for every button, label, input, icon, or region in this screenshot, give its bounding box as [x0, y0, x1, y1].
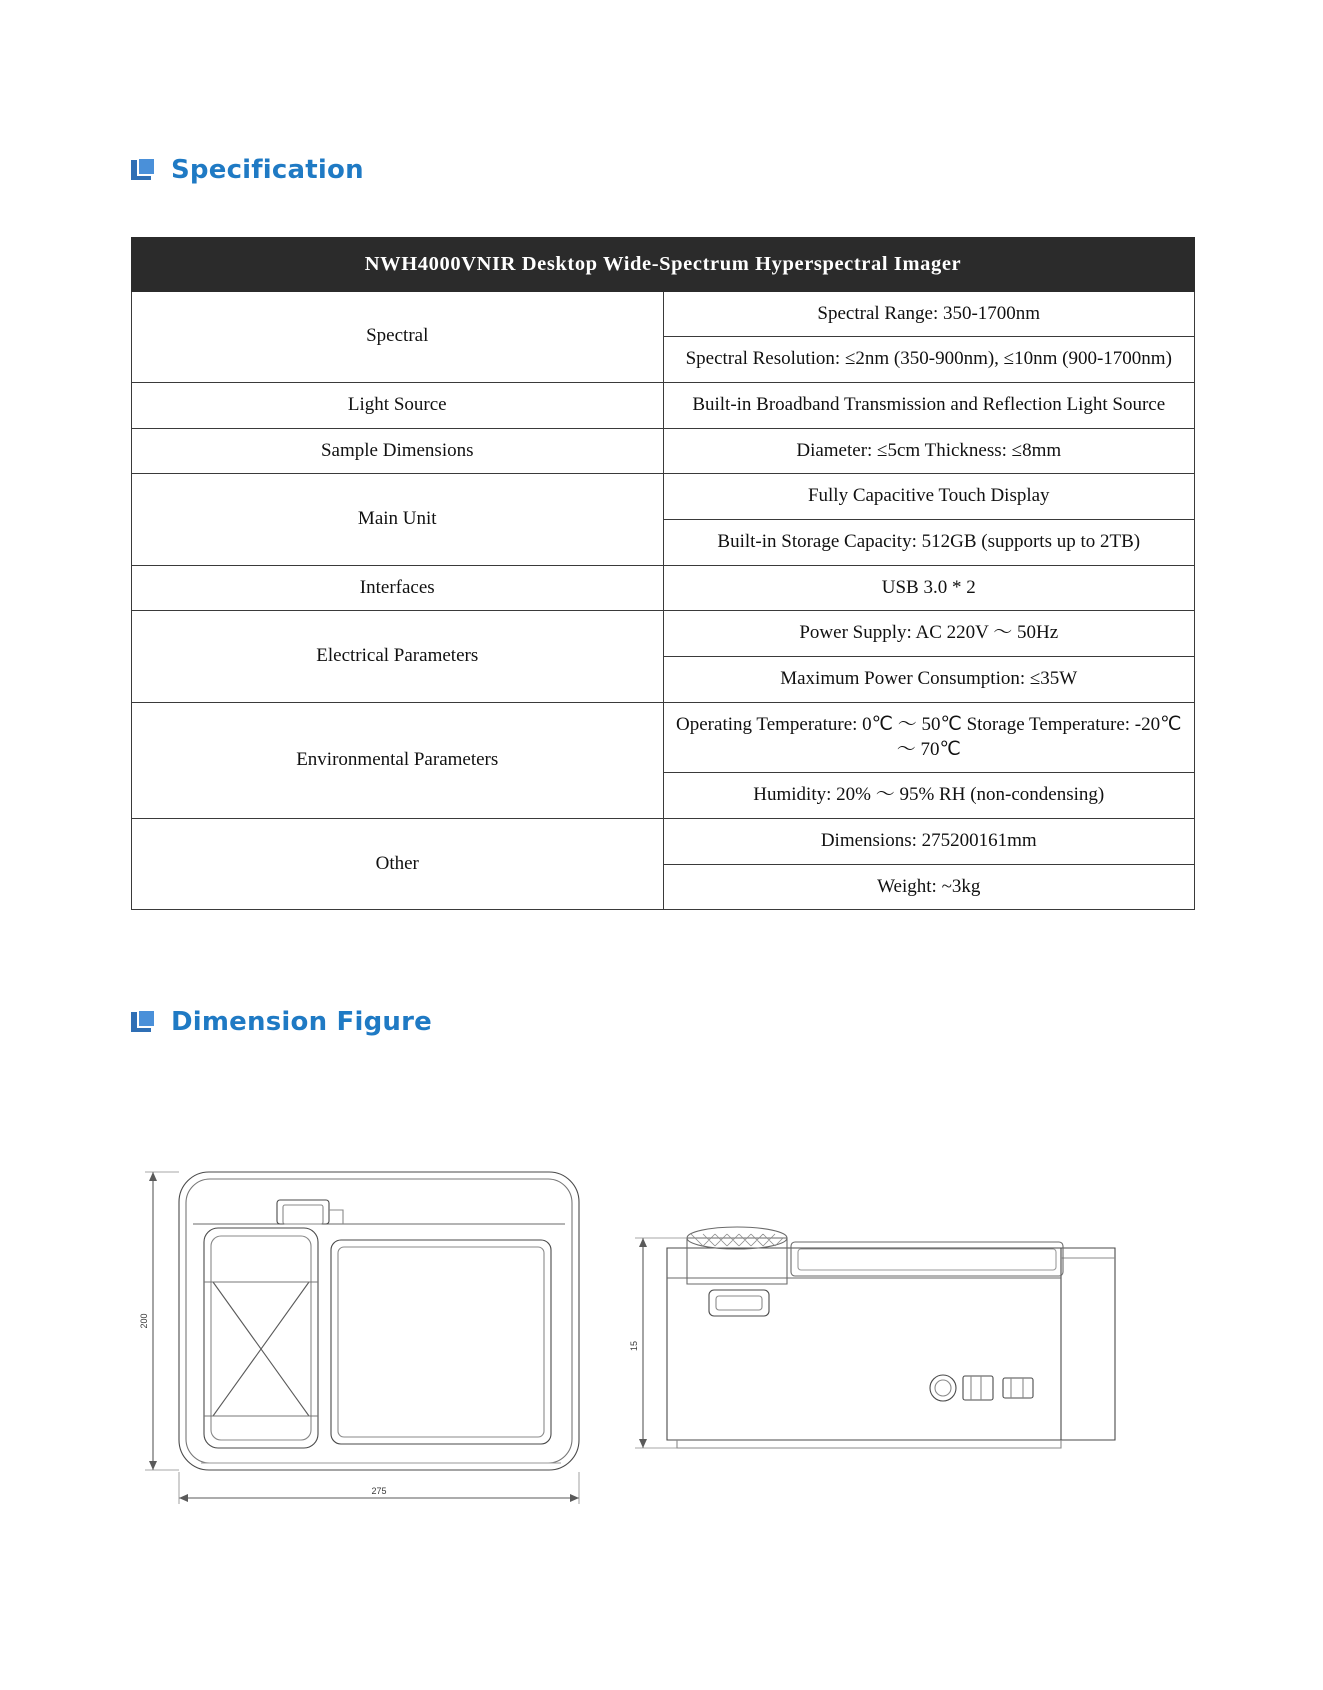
side-view-height-dimension: [635, 1238, 687, 1448]
front-view-height-label: 200: [139, 1313, 149, 1329]
front-view-width-label: 275: [371, 1486, 387, 1496]
row-value-sample-dimensions: Diameter: ≤5cm Thickness: ≤8mm: [663, 428, 1195, 474]
table-row: [132, 291, 1195, 337]
row-value-dimensions: Dimensions: 275200161mm: [663, 818, 1195, 864]
square-stack-icon: [131, 157, 157, 183]
row-value-temperature: Operating Temperature: 0℃ ～ 50℃ Storage Temperature: -20℃ ～ 70℃: [663, 702, 1195, 772]
table-row: [132, 428, 1195, 474]
row-value-spectral-range: Spectral Range: 350-1700nm: [663, 291, 1195, 337]
table-row: [132, 565, 1195, 611]
table-row: [132, 474, 1195, 520]
row-value-power-supply: Power Supply: AC 220V ～ 50Hz: [663, 611, 1195, 657]
row-value-humidity: Humidity: 20% ～ 95% RH (non-condensing): [663, 773, 1195, 819]
row-value-touch-display: Fully Capacitive Touch Display: [663, 474, 1195, 520]
dimension-section-heading: [131, 1007, 432, 1037]
row-label-electrical-parameters: Electrical Parameters: [132, 611, 664, 702]
row-label-other: Other: [132, 818, 664, 909]
row-value-light-source: Built-in Broadband Transmission and Reflection Light Source: [663, 383, 1195, 429]
row-label-spectral: Spectral: [132, 291, 664, 382]
table-title: NWH4000VNIR Desktop Wide-Spectrum Hyperspectral Imager: [132, 238, 1195, 292]
side-view-connectors: [930, 1375, 1033, 1401]
row-value-spectral-resolution: Spectral Resolution: ≤2nm (350-900nm), ≤10nm (900-1700nm): [663, 337, 1195, 383]
row-label-sample-dimensions: Sample Dimensions: [132, 428, 664, 474]
front-view-drawing: [179, 1172, 579, 1470]
row-value-interfaces: USB 3.0 * 2: [663, 565, 1195, 611]
row-label-interfaces: Interfaces: [132, 565, 664, 611]
section-title-specification: Specification: [171, 155, 364, 185]
side-view-drawing: [667, 1227, 1115, 1448]
front-view-height-dimension: [145, 1172, 179, 1470]
side-view-height-label: 15: [629, 1340, 639, 1352]
table-row: [132, 702, 1195, 772]
square-stack-icon: [131, 1009, 157, 1035]
table-row: [132, 383, 1195, 429]
table-title-row: [132, 238, 1195, 292]
row-label-environmental-parameters: Environmental Parameters: [132, 702, 664, 818]
row-value-storage-capacity: Built-in Storage Capacity: 512GB (supports up to 2TB): [663, 520, 1195, 566]
dimension-drawings-svg: [131, 1150, 1195, 1520]
row-label-main-unit: Main Unit: [132, 474, 664, 565]
row-value-weight: Weight: ~3kg: [663, 864, 1195, 910]
section-title-dimension-figure: Dimension Figure: [171, 1007, 432, 1037]
table-row: [132, 818, 1195, 864]
row-label-light-source: Light Source: [132, 383, 664, 429]
dimension-figure-area: [131, 1150, 1195, 1520]
specification-table: [131, 237, 1195, 910]
table-row: [132, 611, 1195, 657]
specification-section-heading: [131, 155, 364, 185]
row-value-max-power-consumption: Maximum Power Consumption: ≤35W: [663, 657, 1195, 703]
